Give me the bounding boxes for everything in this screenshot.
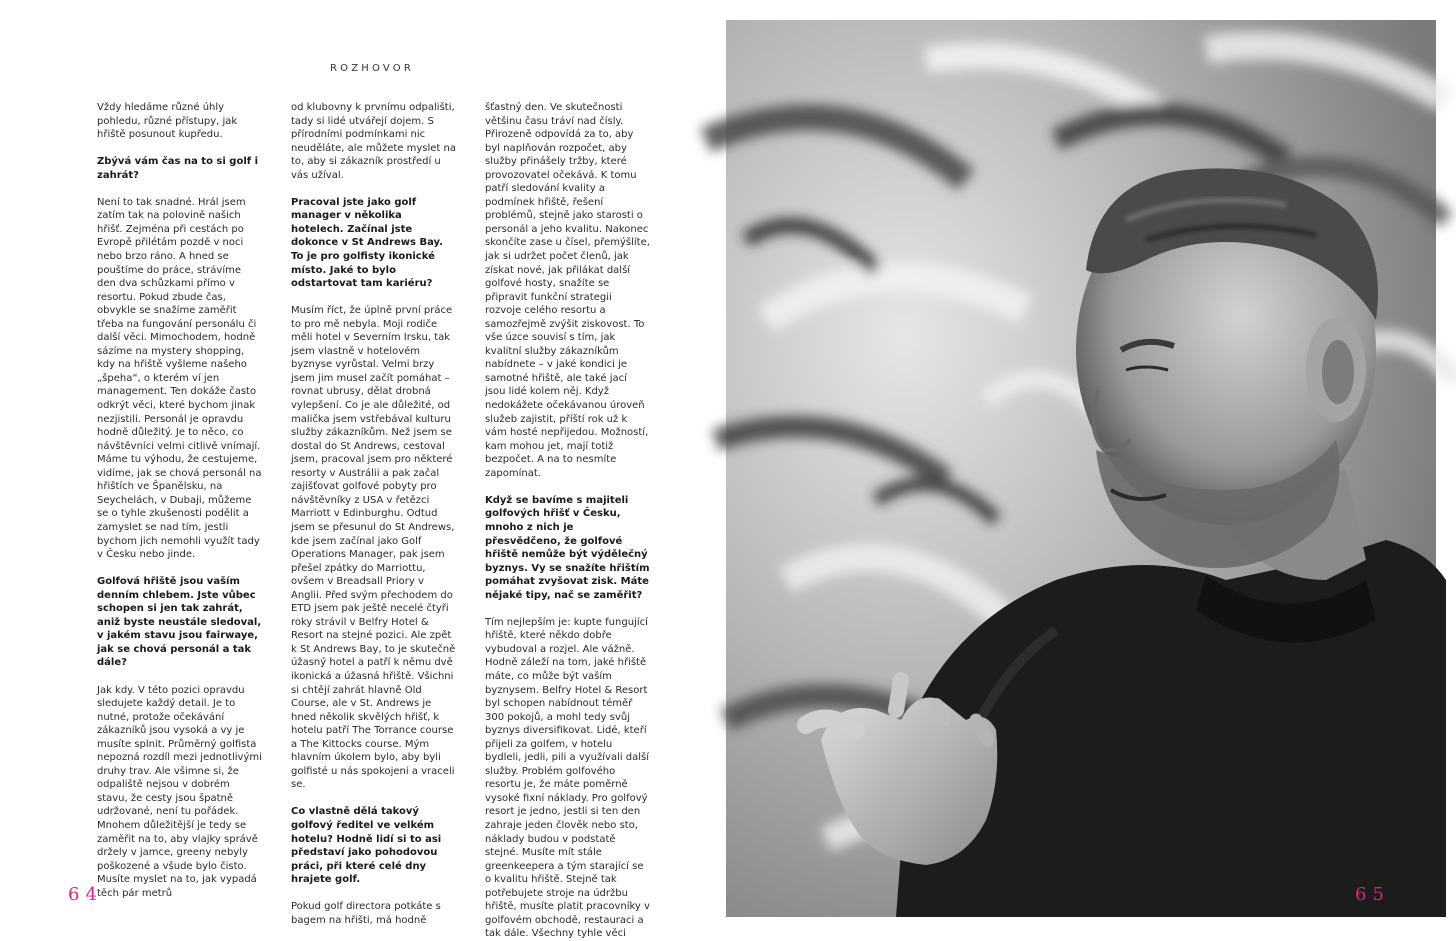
section-label: ROZHOVOR	[330, 63, 414, 74]
article-paragraph: Tím nejlepším je: kupte fungující hřiště, které někdo dobře vybudoval a rozjel. Ale vážně. Hodně záleží na tom, jaké hřiště máte, co může být vaším byznysem. Belfry Hotel & Resort byl schopen nabídnout téměř 300 pokojů, a mohl tedy svůj byznys diversifikovat. Lidé, kteří přijeli za golfem, v hotelu bydleli, jedli, pili a využívali další služby. Problém golfového resortu je, že máte poměrně vysoké fixní náklady. Pro golfový resort je jedno, jestli si ten den zahraje jeden člověk nebo sto, náklady budou v podstatě stejné. Musíte mít stále greenkeepera a tým starající se o kvalitu hřiště. Stejně tak potřebujete stroje na údržbu hřiště, musíte platit pracovníky v golfovém obchodě, restauraci a tak dále. Všechny tyhle věci	[485, 616, 650, 940]
left-page	[0, 0, 726, 938]
interview-question: Pracoval jste jako golf manager v několika hotelech. Začínal jste dokonce v St Andrews Bay. To je pro golfisty ikonické místo. Jaké to bylo odstartovat tam kariéru?	[291, 196, 443, 290]
article-paragraph: Jak kdy. V této pozici opravdu sledujete každý detail. Je to nutné, protože očekávání zákazníků jsou vysoká a vy je musíte splnit. Průměrný golfista nepozná rozdíl mezi jednotlivými druhy trav. Ale všimne si, že odpaliště nejsou v dobrém stavu, že cesty jsou špatně udržované, není tu pořádek. Mnohem důležitější je tedy se zaměřit na to, aby vlajky správě držely v jamce, greeny nebyly poškozené a všude bylo čisto. Musíte myslet na to, jak vypadá těch pár metrů	[97, 684, 262, 899]
text-column-2	[291, 101, 456, 926]
portrait-image	[726, 20, 1436, 917]
interview-question: Zbývá vám čas na to si golf i zahrát?	[97, 156, 259, 181]
text-column-3	[485, 101, 650, 940]
interview-question: Když se bavíme s majiteli golfových hřišť v Česku, mnoho z nich je přesvědčeno, že golfové hřiště nemůže být výdělečný byznys. Vy se snažíte hřištím pomáhat zvyšovat zisk. Máte nějaké tipy, nač se zaměřit?	[485, 494, 650, 601]
article-paragraph: od klubovny k prvnímu odpališti, tady si lidé utvářejí dojem. S přírodními podmínkami nic neuděláte, ale můžete myslet na to, aby si zákazník prostředí u vás užíval.	[291, 102, 456, 181]
article-paragraph: šťastný den. Ve skutečnosti většinu času tráví nad čísly. Přirozeně odpovídá za to, aby byl naplňován rozpočet, aby služby přinášely tržby, které provozovatel očekává. K tomu patří sledování kvality a podmínek hřiště, řešení problémů, stejně jako starosti o personál a jeho kvalitu. Nakonec skončíte zase u čísel, přemýšlíte, jak si udržet počet členů, jak získat nové, jak přilákat další golfové hosty, snažíte se připravit funkční strategii rozvoje celého resortu a samozřejmě zvýšit ziskovost. To vše úzce souvisí s tím, jak kvalitní služby zákazníkům nabídnete – v jaké kondici je samotné hřiště, ale také jací jsou lidé kolem něj. Když nedokážete očekávanou úroveň služeb zajistit, příští rok už k vám hosté nepřijedou. Možností, kam mohou jet, mají totiž bezpočet. A na to nesmíte zapomínat.	[485, 102, 650, 479]
article-paragraph: Není to tak snadné. Hrál jsem zatím tak na polovině našich hřišť. Zejména při cestách po Evropě přilétám pozdě v noci nebo brzo ráno. A hned se pouštíme do práce, strávíme den dva schůzkami přímo v resortu. Pokud zbude čas, obvykle se snažíme zaměřit třeba na fungování personálu či další věci. Mimochodem, hodně sázíme na mystery shopping, kdy na hřiště vyšleme našeho „špeha“, o kterém ví jen management. Ten dokáže často odkrýt věci, které bychom jinak nezjistili. Personál je opravdu hodně důležitý. Je to něco, co návštěvníci velmi citlivě vnímají. Máme tu výhodu, že cestujeme, vidíme, jak se chová personál na hřištích ve Španělsku, na Seychelách, v Dubaji, můžeme se o tyhle zkušenosti podělit a zamyslet se nad tím, jestli bychom jich nemohli využít tady v Česku nebo jinde.	[97, 196, 262, 561]
interview-question: Golfová hřiště jsou vaším denním chlebem. Jste vůbec schopen si jen tak zahrát, aniž byste neustále sledoval, v jakém stavu jsou fairwaye, jak se chová personál a tak dále?	[97, 576, 262, 669]
portrait-photo	[726, 20, 1436, 917]
article-paragraph: Musím říct, že úplně první práce to pro mě nebyla. Moji rodiče měli hotel v Severním Irsku, tak jsem vlastně v hotelovém byznyse vyrůstal. Velmi brzy jsem jim musel začít pomáhat – rovnat ubrusy, dělat drobná vylepšení. Co je ale důležité, od malička jsem vstřebával kulturu služby zákazníkům. Než jsem se dostal do St Andrews, cestoval jsem, pracoval jsem pro některé resorty v Austrálii a pak začal zajišťovat golfové pobyty pro návštěvníky z USA v řetězci Marriott v Edinburghu. Odtud jsem se přesunul do St Andrews, kde jsem začínal jako Golf Operations Manager, pak jsem přešel zpátky do Marriottu, ovšem v Breadsall Priory v Anglii. Před svým přechodem do ETD jsem pak ještě necelé čtyři roky strávil v Belfry Hotel & Resort na stejné pozici. Ale zpět k St Andrews Bay, to je skutečně úžasný hotel a patří k němu dvě ikonická a úžasná hřiště. Všichni si chtějí zahrát hlavně Old Course, ale v St. Andrews je hned několik skvělých hřišť, k hotelu patří The Torrance course a The Kittocks course. Mým hlavním úkolem bylo, aby byli golfisté u nás spokojeni a vraceli se.	[291, 305, 456, 791]
article-paragraph: Pokud golf directora potkáte s bagem na hřišti, má hodně	[291, 901, 441, 926]
article-paragraph: Vždy hledáme různé úhly pohledu, různé přístupy, jak hřiště posunout kupředu.	[97, 102, 238, 141]
interview-question: Co vlastně dělá takový golfový ředitel ve velkém hotelu? Hodně lidí si to asi představí jako pohodovou práci, při které celé dny hrajete golf.	[291, 806, 442, 886]
page-number-right: 65	[1355, 884, 1390, 905]
text-column-1	[97, 101, 262, 899]
page-number-left: 64	[68, 884, 103, 905]
